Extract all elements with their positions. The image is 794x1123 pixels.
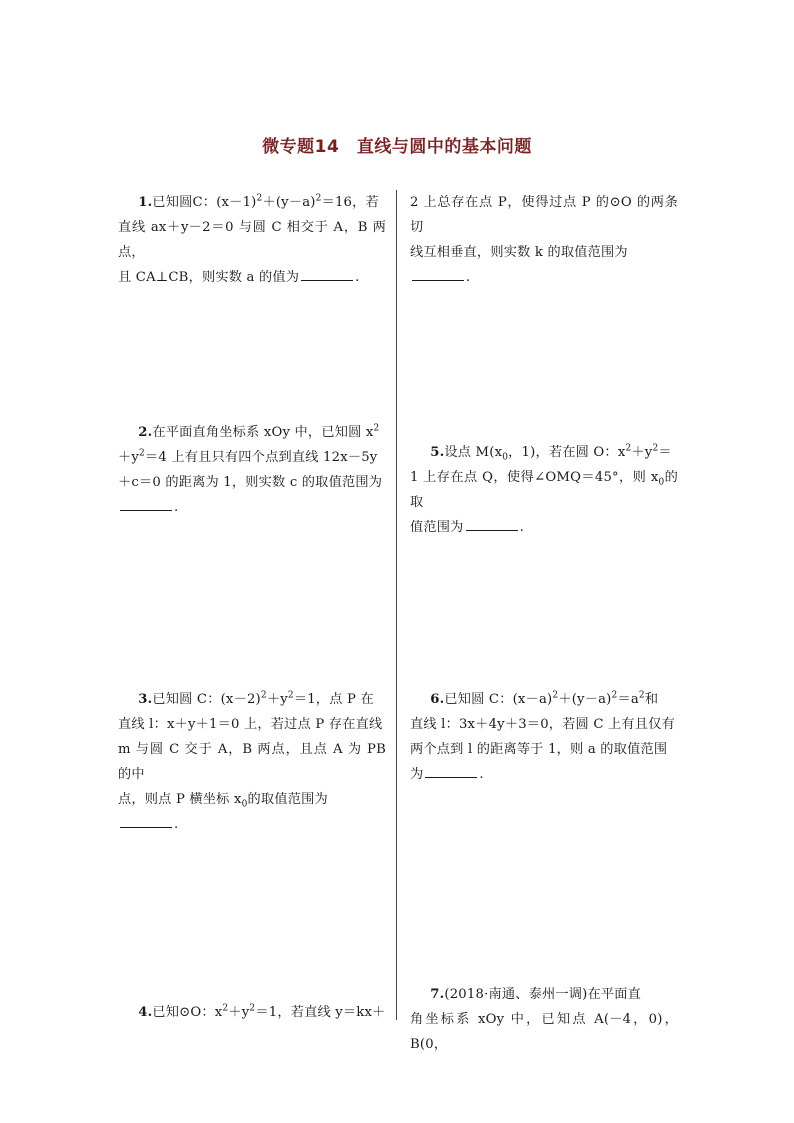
answer-blank[interactable] <box>301 266 353 281</box>
answer-blank[interactable] <box>120 813 172 828</box>
problem-5-line-2 <box>410 465 678 515</box>
answer-blank[interactable] <box>425 763 477 778</box>
problem-6-line-1 <box>410 687 678 712</box>
problem-text: 1 上存在点 Q，使得∠OMQ＝45°，则 x <box>410 470 659 485</box>
superscript: 2 <box>638 690 645 701</box>
problem-2 <box>118 420 386 520</box>
problem-text: ＋(y－a) <box>262 195 316 210</box>
period: . <box>174 817 179 832</box>
problem-4-line-4 <box>410 265 678 290</box>
problem-4-start <box>118 1000 386 1025</box>
problem-6-line-2: 直线 l：3x＋4y＋3＝0，若圆 C 上有且仅有 <box>410 717 675 732</box>
problem-3 <box>118 687 386 837</box>
superscript: 2 <box>139 448 145 459</box>
superscript: 2 <box>315 193 322 204</box>
problem-4-line-3: 线互相垂直，则实数 k 的取值范围为 <box>410 245 628 260</box>
problem-text: ＋y <box>266 692 288 707</box>
column-divider <box>396 190 397 1020</box>
problem-3-line-3: m 与圆 C 交于 A，B 两点，且点 A 为 PB 的中 <box>118 742 386 782</box>
superscript: 2 <box>287 690 294 701</box>
problem-text: ＝a <box>617 692 639 707</box>
problem-text: 已知⊙O：x <box>152 1005 223 1020</box>
problem-5 <box>410 440 678 540</box>
problem-7-line-1 <box>410 982 678 1007</box>
problem-text: 已知圆 C：(x－a) <box>444 692 553 707</box>
problem-number: 1. <box>138 195 153 210</box>
problem-5-line-3 <box>410 515 678 540</box>
answer-blank[interactable] <box>466 516 518 531</box>
superscript: 2 <box>222 1003 229 1014</box>
problem-2-line-2 <box>118 445 386 470</box>
superscript: 2 <box>625 443 632 454</box>
subscript: 0 <box>658 477 665 488</box>
problem-number: 2. <box>138 425 153 440</box>
problem-text: 为 <box>410 767 424 782</box>
problem-text: 的取 <box>410 470 678 510</box>
subscript: 0 <box>241 799 248 810</box>
answer-blank[interactable] <box>412 266 464 281</box>
problem-number: 7. <box>430 987 445 1002</box>
superscript: 2 <box>611 690 618 701</box>
problem-text: 点，则点 P 横坐标 x <box>118 792 242 807</box>
problem-7 <box>410 982 678 1057</box>
page-title: 微专题14 直线与圆中的基本问题 <box>262 137 532 157</box>
problem-6 <box>410 687 678 787</box>
problem-1-line-1 <box>118 190 386 215</box>
period: . <box>479 767 484 782</box>
problem-number: 4. <box>138 1005 153 1020</box>
problem-text: ＋y <box>228 1005 250 1020</box>
problem-text: 设点 M(x <box>444 445 503 460</box>
problem-text: ＝16，若 <box>321 195 379 210</box>
problem-text: 和 <box>644 692 659 707</box>
period: . <box>174 500 179 515</box>
period: . <box>466 270 471 285</box>
problem-3-line-1 <box>118 687 386 712</box>
problem-text: (2018·南通、泰州一调)在平面直 <box>444 987 642 1002</box>
problem-4-continued <box>410 190 678 290</box>
problem-6-line-3: 两个点到 l 的距离等于 1，则 a 的取值范围 <box>410 742 668 757</box>
problem-4-line-2: 2 上总存在点 P，使得过点 P 的⊙O 的两条切 <box>410 195 678 235</box>
superscript: 2 <box>652 443 659 454</box>
problem-1-line-2: 直线 ax＋y－2＝0 与圆 C 相交于 A，B 两点， <box>118 220 386 260</box>
problem-text: 在平面直角坐标系 xOy 中，已知圆 x <box>152 425 374 440</box>
problem-3-line-4 <box>118 787 386 812</box>
problem-4-line-1 <box>118 1000 386 1025</box>
problem-1-line-3 <box>118 265 386 290</box>
problem-5-line-1 <box>410 440 678 465</box>
problem-text: 且 CA⊥CB，则实数 a 的值为 <box>118 270 300 285</box>
superscript: 2 <box>256 193 263 204</box>
superscript: 2 <box>260 690 267 701</box>
problem-text: ＋y <box>631 445 653 460</box>
problem-text: 值范围为 <box>410 520 464 535</box>
problem-2-line-3: ＋c＝0 的距离为 1，则实数 c 的取值范围为 <box>118 475 383 490</box>
problem-text: ，1)，若在圆 O：x <box>508 445 626 460</box>
problem-number: 6. <box>430 692 445 707</box>
superscript: 2 <box>249 1003 256 1014</box>
problem-3-line-5 <box>118 812 386 837</box>
problem-text: ＋(y－a) <box>558 692 612 707</box>
problem-text: 已知圆 C：(x－2) <box>152 692 261 707</box>
superscript: 2 <box>552 690 559 701</box>
problem-text: ＋y <box>118 450 140 465</box>
problem-2-line-1 <box>118 420 386 445</box>
problem-3-line-2: 直线 l：x＋y＋1＝0 上，若过点 P 存在直线 <box>118 717 383 732</box>
problem-text: ＝ <box>658 445 672 460</box>
problem-text: ＝1，若直线 y＝kx＋ <box>255 1005 386 1020</box>
problem-6-line-4 <box>410 762 678 787</box>
problem-text: 的取值范围为 <box>247 792 328 807</box>
subscript: 0 <box>502 452 509 463</box>
problem-text: ＝1，点 P 在 <box>293 692 374 707</box>
problem-text: 已知圆C：(x－1) <box>152 195 257 210</box>
superscript: 2 <box>373 423 380 434</box>
problem-number: 3. <box>138 692 153 707</box>
period: . <box>519 520 524 535</box>
answer-blank[interactable] <box>120 496 172 511</box>
problem-2-line-4 <box>118 495 386 520</box>
problem-number: 5. <box>430 445 445 460</box>
problem-7-line-2: 角坐标系 xOy 中，已知点 A(－4，0)，B(0， <box>410 1012 678 1052</box>
problem-1 <box>118 190 386 290</box>
period: . <box>355 270 360 285</box>
problem-text: ＝4 上有且只有四个点到直线 12x－5y <box>144 450 378 465</box>
